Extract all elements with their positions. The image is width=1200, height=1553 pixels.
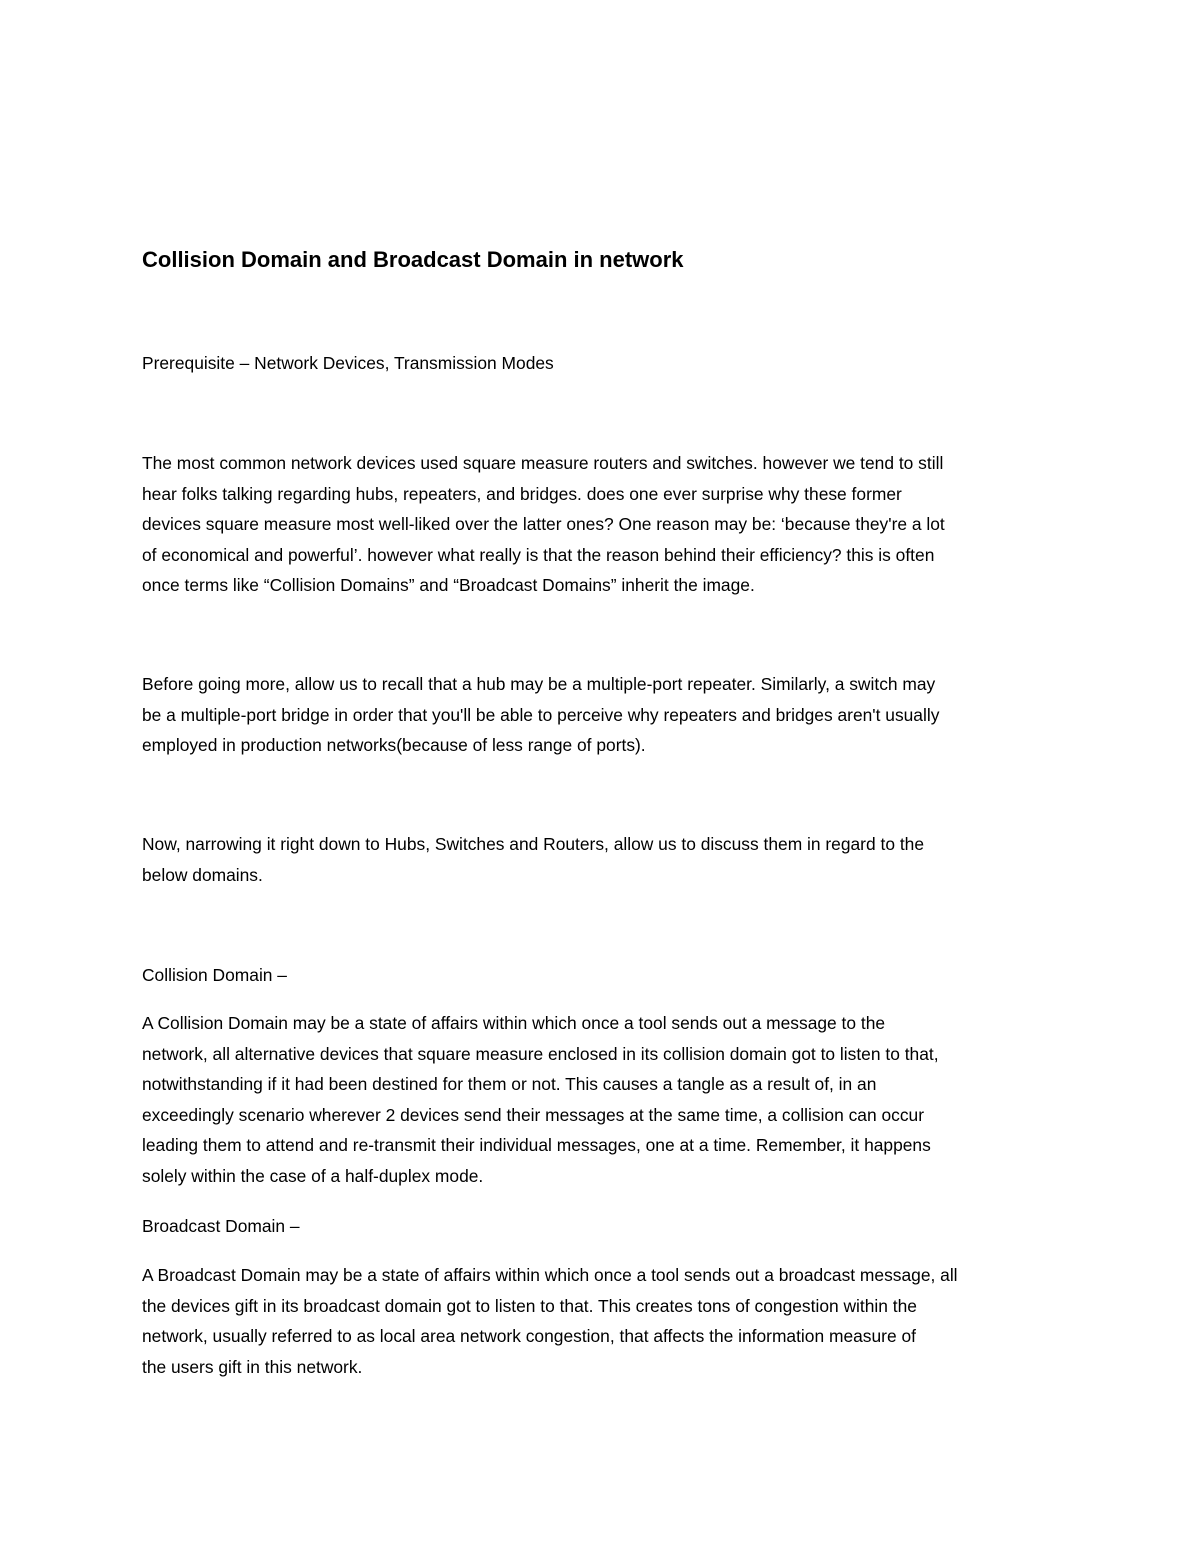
paragraph-line: below domains. <box>142 864 263 885</box>
paragraph-line: exceedingly scenario wherever 2 devices send their messages at the same time, a collision can occur <box>142 1104 925 1125</box>
paragraph-line: devices square measure most well-liked over the latter ones? One reason may be: ‘because they're a lot <box>142 514 945 535</box>
paragraph-line: Now, narrowing it right down to Hubs, Switches and Routers, allow us to discuss them in regard to the <box>142 834 924 854</box>
prerequisite-line: Prerequisite – Network Devices, Transmission Modes <box>142 353 554 373</box>
paragraph-line: the users gift in this network. <box>142 1356 363 1377</box>
intro-paragraph <box>142 448 1067 601</box>
paragraph-line: leading them to attend and re-transmit their individual messages, one at a time. Remember, it happens <box>142 1135 931 1156</box>
paragraph-line: network, all alternative devices that square measure enclosed in its collision domain got to listen to that, <box>142 1043 939 1064</box>
paragraph-line: of economical and powerful’. however what really is that the reason behind their efficiency? this is often <box>142 544 935 565</box>
before-paragraph <box>142 669 1067 761</box>
paragraph-line: once terms like “Collision Domains” and “Broadcast Domains” inherit the image. <box>142 575 755 596</box>
now-paragraph <box>142 829 1067 890</box>
collision-paragraph <box>142 1008 1067 1192</box>
paragraph-line: hear folks talking regarding hubs, repeaters, and bridges. does one ever surprise why these former <box>142 483 902 504</box>
paragraph-line: Before going more, allow us to recall that a hub may be a multiple-port repeater. Similarly, a switch may <box>142 674 936 694</box>
broadcast-heading: Broadcast Domain – <box>142 1216 300 1236</box>
paragraph-line: employed in production networks(because of less range of ports). <box>142 735 646 756</box>
paragraph-line: network, usually referred to as local area network congestion, that affects the information measure of <box>142 1326 916 1347</box>
paragraph-line: A Broadcast Domain may be a state of affairs within which once a tool sends out a broadcast message, all <box>142 1265 958 1285</box>
paragraph-line: the devices gift in its broadcast domain got to listen to that. This creates tons of congestion within the <box>142 1295 917 1316</box>
collision-heading: Collision Domain – <box>142 965 287 985</box>
paragraph-line: The most common network devices used square measure routers and switches. however we tend to still <box>142 453 944 473</box>
paragraph-line: notwithstanding if it had been destined for them or not. This causes a tangle as a result of, in an <box>142 1074 877 1095</box>
document-title: Collision Domain and Broadcast Domain in network <box>142 247 684 272</box>
paragraph-line: be a multiple-port bridge in order that you'll be able to perceive why repeaters and bridges aren't usually <box>142 704 940 725</box>
paragraph-line: solely within the case of a half-duplex mode. <box>142 1165 484 1186</box>
broadcast-paragraph <box>142 1260 1067 1382</box>
paragraph-line: A Collision Domain may be a state of affairs within which once a tool sends out a message to the <box>142 1013 886 1033</box>
